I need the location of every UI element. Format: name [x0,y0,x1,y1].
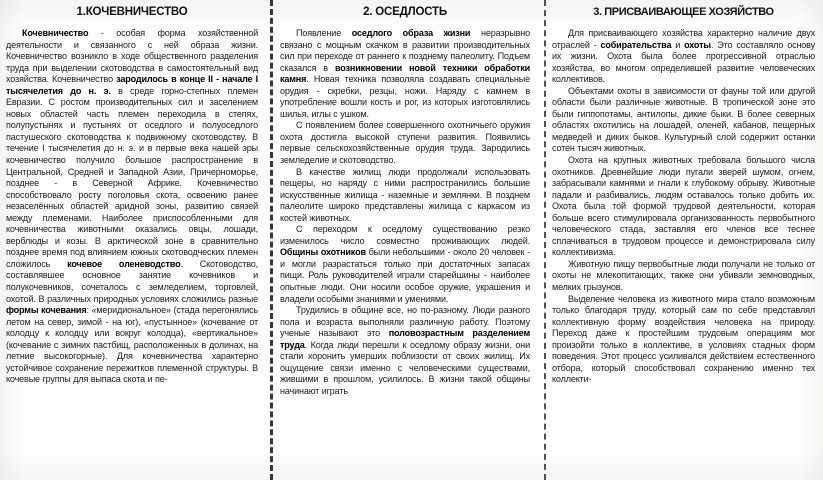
column-sedentism [268,0,540,480]
column-nomadism [0,0,268,480]
paragraph: С появлением более совершенного охотничьего оружия охота достигла высокой ступени развития. Появились первые сельскохозяйственные орудия труда. Зародились земледелие и скотоводство. [280,120,530,166]
paragraph: Животную пищу первобытные люди получали не только от охоты не млекопитающих, также они убивали земноводных, мелких грызунов. [552,258,815,293]
paragraph: Для присваивающего хозяйства характерно наличие двух отраслей - собирательства и охоты. Это составляло основу их жизни. Охота была более прогрессивной отраслью хозяйства, во многом определившей развитие человеческих коллективов. [552,28,816,85]
column-title-appropriating-economy: 3. ПРИСВАИВАЮЩЕЕ ХОЗЯЙСТВО [593,6,774,18]
paragraph: В качестве жилищ люди продолжали использовать пещеры, но наряду с ними распространились большие искусственные жилища - наземные и землянки. В позднем палеолите широко представлены жилища с каркасом из костей животных. [280,166,530,223]
paragraph: С переходом к оседлому существованию резко изменилось число совместно проживающих людей. Общины охотников были небольшими - около 20 человек - и могли разрастаться только при достаточных запасах пищи. Роль руководителей играли старейшины - наиболее опытные люди. Они носили особое оружие, украшения и владели особыми знаниями и умениями. [280,224,531,304]
paragraph: Объектами охоты в зависимости от фауны той или другой области были различные животные. В тропической зоне это были гиппопотамы, антилопы, дикие быки. В более северных областях охотились на лошадей, оленей, кабанов, пещерных медведей и диких быков. Культурный слой содержит останки сотен тысяч животных. [552,85,815,154]
column-appropriating-economy [540,0,823,480]
paragraph: Выделение человека из животного мира стало возможным только благодаря труду, который сам по себе представлял коллективную форму воздействия человека на природу. Переход даже к простейшим трудовым операциям мог произойти только в коллективе, в условиях стадных форм поведения. Этот процесс усиливался действием естественного отбора, который способствовал сохранению именно тех коллекти- [552,293,815,385]
column-title-nomadism: 1.КОЧЕВНИЧЕСТВО [76,6,188,18]
column-divider-right [544,0,546,480]
column-divider-left [270,0,273,480]
paragraph: Охота на крупных животных требовала большого числа охотников. Древнейшие люди пугали зверей шумом, огнем, забрасывали камнями и гнали к глубокому обрыву. Животные падали и разбивались, людям оставалось только добить их. Охота была той формой трудовой деятельности, которая больше всего стимулировала организованность первобытного человеческого стада, заставляя его членов все теснее сплачиваться в трудовом процессе и демонстрировала силу коллективизма. [552,155,815,258]
paragraph: Трудились в общине все, но по-разному. Люди разного пола и возраста выполняли различную работу. Поэтому ученые называют это половозрастным разделением труда. Когда люди перешли к оседлому образу жизни, они стали хоронить умерших поблизости от своих жилищ. Их ощущение связи именно с человеческими существами, жившими в прошлом, усилилось. В жизни такой общины начинают играть [280,305,530,396]
paragraph: Появление оседлого образа жизни неразрывно связано с мощным скачком в развитии производительных сил при переходе от раннего к позднему палеолиту. Подъем сказался в возникновении новой техники обработки камня. Новая техника позволяла создавать специальные орудия - скребки, резцы, ножи. Наряду с камнем в употребление вошли кость и рог, из которых изготовлялись шилья, иглы с ушком. [280,28,531,119]
paragraph: Кочевничество - особая форма хозяйственной деятельности и связанного с ней образа жизни. Кочевничество возникло в ходе общественного разделения труда при выделении скотоводства в самостоятельный вид хозяйства. Кочевничество зародилось в конце II - начале I тысячелетия до н. э. в среде горно-степных племен Евразии. С ростом производительных сил и заселением новых областей часть племен переходила в степях, полупустынях и пустынях от оседлого и полуоседлого пастушеского скотоводства к подвижному скотоводству. В течение I тысячелетия до н. э. и в первые века нашей эры кочевничество получило большое распространение в Центральной, Средней и Западной Азии, Причерноморье, позднее - в Северной Африке. Кочевничество способствовало росту поголовья скота, освоению ранее незаселённых областей аридной зоны, развитию связей между племенами. Наиболее приспособленными для кочевничества животными оказались овцы, лошади, верблюды и козы. В арктической зоне в сравнительно позднее время под влиянием южных скотоводческих племен сложилось кочевое оленеводство. Скотоводство, составлявшее основное занятие кочевников и полукочевников, сочеталось с земледелием, торговлей, охотой. В различных природных условиях сложились разные формы кочевания: «меридиональное» (стада перегонялись летом на север, зимой - на юг), «пустынное» (кочевание от колодцу к колодцу или вокруг колодца), «вертикальное» (кочевание с зимних пастбищ, расположенных в долинах, на летние высокогорные). Для кочевничества характерно устойчивое сохранение пережитков племенной структуры. В кочевые группы для выпаса скота и пе- [6,28,258,385]
column-title-sedentism: 2. ОСЕДЛОСТЬ [363,6,447,18]
